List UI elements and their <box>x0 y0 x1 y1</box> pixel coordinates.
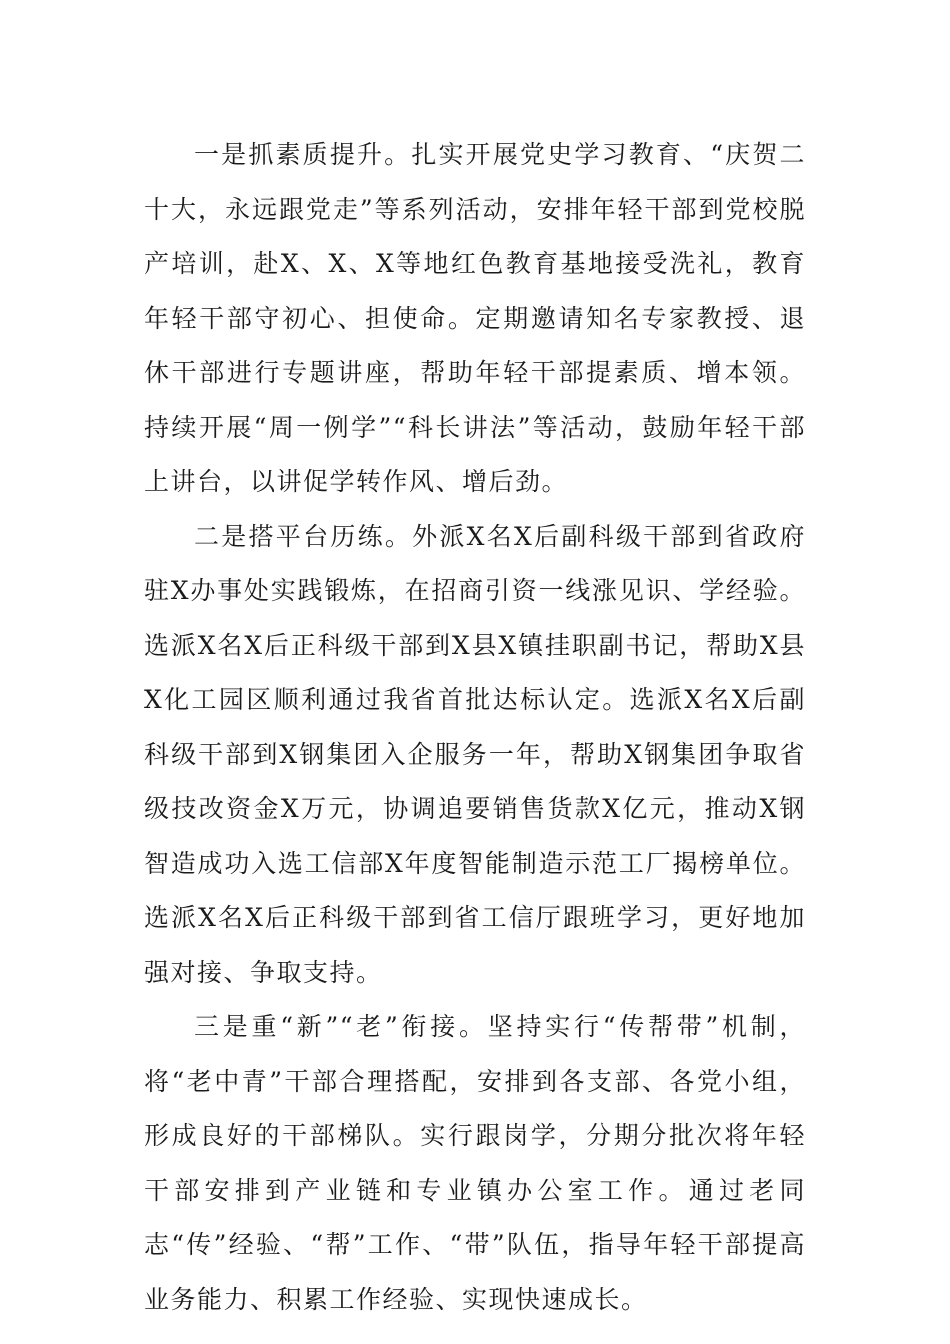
document-body <box>144 128 806 1327</box>
paragraph-new-old-connection: 三是重“新”“老”衔接。坚持实行“传帮带”机制，将“老中青”干部合理搭配，安排到各支部、各党小组，形成良好的干部梯队。实行跟岗学，分期分批次将年轻干部安排到产业链和专业镇办公室工作。通过老同志“传”经验、“帮”工作、“带”队伍，指导年轻干部提高业务能力、积累工作经验、实现快速成长。 <box>144 1012 806 1314</box>
paragraph-quality-improvement: 一是抓素质提升。扎实开展党史学习教育、“庆贺二十大，永远跟党走”等系列活动，安排年轻干部到党校脱产培训，赴X、X、X等地红色教育基地接受洗礼，教育年轻干部守初心、担使命。定期邀请知名专家教授、退休干部进行专题讲座，帮助年轻干部提素质、增本领。持续开展“周一例学”“科长讲法”等活动，鼓励年轻干部上讲台，以讲促学转作风、增后劲。 <box>144 140 806 496</box>
paragraph-platform-training: 二是搭平台历练。外派X名X后副科级干部到省政府驻X办事处实践锻炼，在招商引资一线涨见识、学经验。选派X名X后正科级干部到X县X镇挂职副书记，帮助X县X化工园区顺利通过我省首批达标认定。选派X名X后副科级干部到X钢集团入企服务一年，帮助X钢集团争取省级技改资金X万元，协调追要销售货款X亿元，推动X钢智造成功入选工信部X年度智能制造示范工厂揭榜单位。选派X名X后正科级干部到省工信厅跟班学习，更好地加强对接、争取支持。 <box>144 521 806 987</box>
